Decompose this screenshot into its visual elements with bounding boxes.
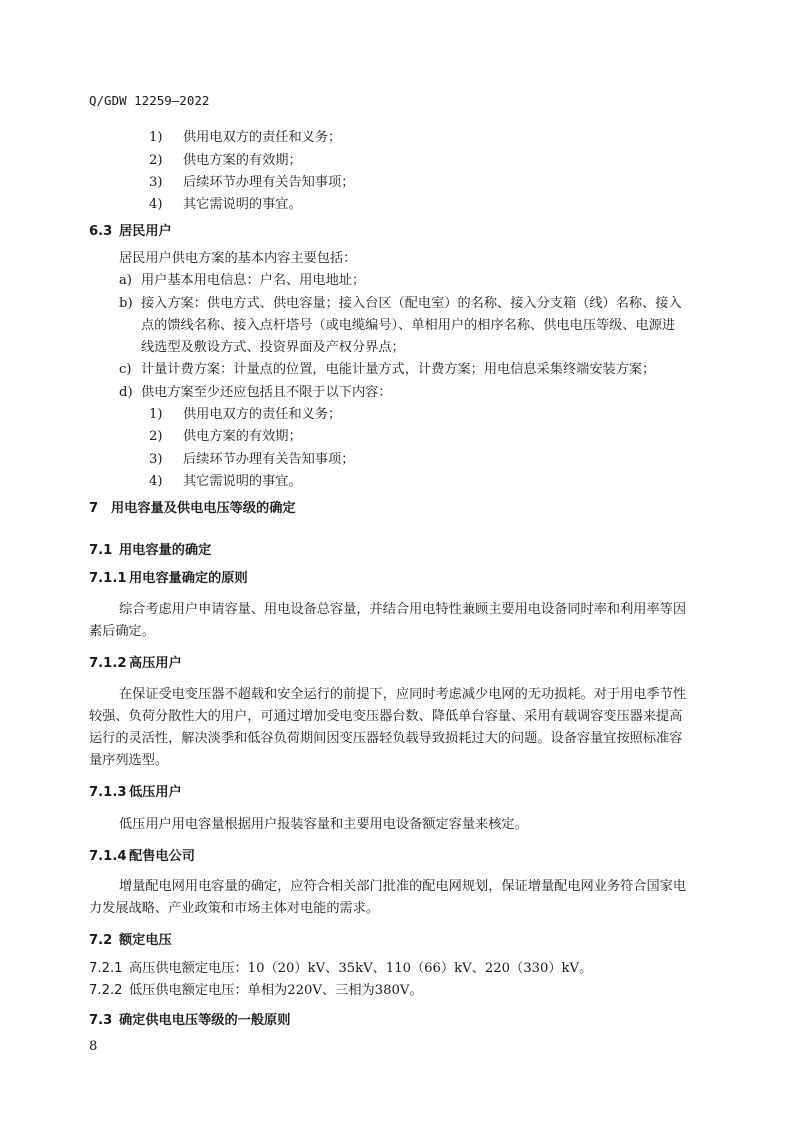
standard-code: Q/GDW 12259—2022 — [89, 93, 210, 108]
list-item: c) 计量计费方案：计量点的位置，电能计量方式，计费方案；用电信息采集终端安装方案； — [119, 362, 656, 377]
paragraph: 低压用户用电容量根据用户报装容量和主要用电设备额定容量来核定。 — [119, 817, 528, 832]
section-heading-7-1-1: 7.1.1 用电容量确定的原则 — [89, 571, 248, 586]
paragraph: 运行的灵活性，解决淡季和低谷负荷期间因变压器轻负载导致损耗过大的问题。设备容量宜按照标准容 — [89, 731, 683, 746]
paragraph: 素后确定。 — [89, 624, 155, 639]
list-item: 2) 供电方案的有效期； — [149, 429, 302, 444]
list-item-continuation: 线选型及敷设方式、投资界面及产权分界点； — [141, 340, 405, 355]
section-heading-7-1: 7.1 用电容量的确定 — [89, 543, 212, 558]
list-item: 4) 其它需说明的事宜。 — [149, 474, 302, 489]
paragraph: 居民用户供电方案的基本内容主要包括： — [119, 251, 357, 266]
section-heading-7-3: 7.3 确定供电电压等级的一般原则 — [89, 1013, 291, 1028]
paragraph: 在保证受电变压器不超载和安全运行的前提下，应同时考虑减少电网的无功损耗。对于用电季节性 — [119, 687, 687, 702]
list-item: 3) 后续环节办理有关告知事项； — [149, 175, 355, 190]
list-item: a) 用户基本用电信息：户名、用电地址； — [119, 273, 366, 288]
section-heading-7-1-2: 7.1.2 高压用户 — [89, 656, 182, 671]
section-heading-6-3: 6.3 居民用户 — [89, 224, 172, 239]
paragraph: 综合考虑用户申请容量、用电设备总容量，并结合用电特性兼顾主要用电设备同时率和利用率等因 — [119, 602, 687, 617]
list-item-continuation: 点的馈线名称、接入点杆塔号（或电缆编号）、单相用户的相序名称、供电电压等级、电源进 — [141, 318, 676, 333]
paragraph: 量序列选型。 — [89, 753, 169, 768]
list-item: b) 接入方案：供电方式、供电容量；接入台区（配电室）的名称、接入分支箱（线）名称、接入 — [119, 296, 682, 311]
paragraph: 增量配电网用电容量的确定，应符合相关部门批准的配电网规划，保证增量配电网业务符合国家电 — [119, 879, 687, 894]
page-number: 8 — [89, 1039, 98, 1054]
section-heading-7: 7 用电容量及供电电压等级的确定 — [89, 501, 296, 516]
section-heading-7-1-4: 7.1.4 配售电公司 — [89, 849, 195, 864]
list-item: 3) 后续环节办理有关告知事项； — [149, 452, 355, 467]
section-heading-7-2: 7.2 额定电压 — [89, 933, 172, 948]
clause-7-2-1: 7.2.1 高压供电额定电压：10（20）kV、35kV、110（66）kV、220（330）kV。 — [89, 961, 593, 976]
paragraph: 力发展战略、产业政策和市场主体对电能的需求。 — [89, 901, 380, 916]
list-item: 1) 供用电双方的责任和义务； — [149, 130, 342, 145]
section-heading-7-1-3: 7.1.3 低压用户 — [89, 785, 182, 800]
list-item: 4) 其它需说明的事宜。 — [149, 197, 302, 212]
list-item: d) 供电方案至少还应包括且不限于以下内容： — [119, 385, 392, 400]
paragraph: 较强、负荷分散性大的用户，可通过增加受电变压器台数、降低单台容量、采用有载调容变压器来提高 — [89, 709, 683, 724]
list-item: 2) 供电方案的有效期； — [149, 153, 302, 168]
list-item: 1) 供用电双方的责任和义务； — [149, 407, 342, 422]
clause-7-2-2: 7.2.2 低压供电额定电压：单相为220V、三相为380V。 — [89, 983, 423, 998]
